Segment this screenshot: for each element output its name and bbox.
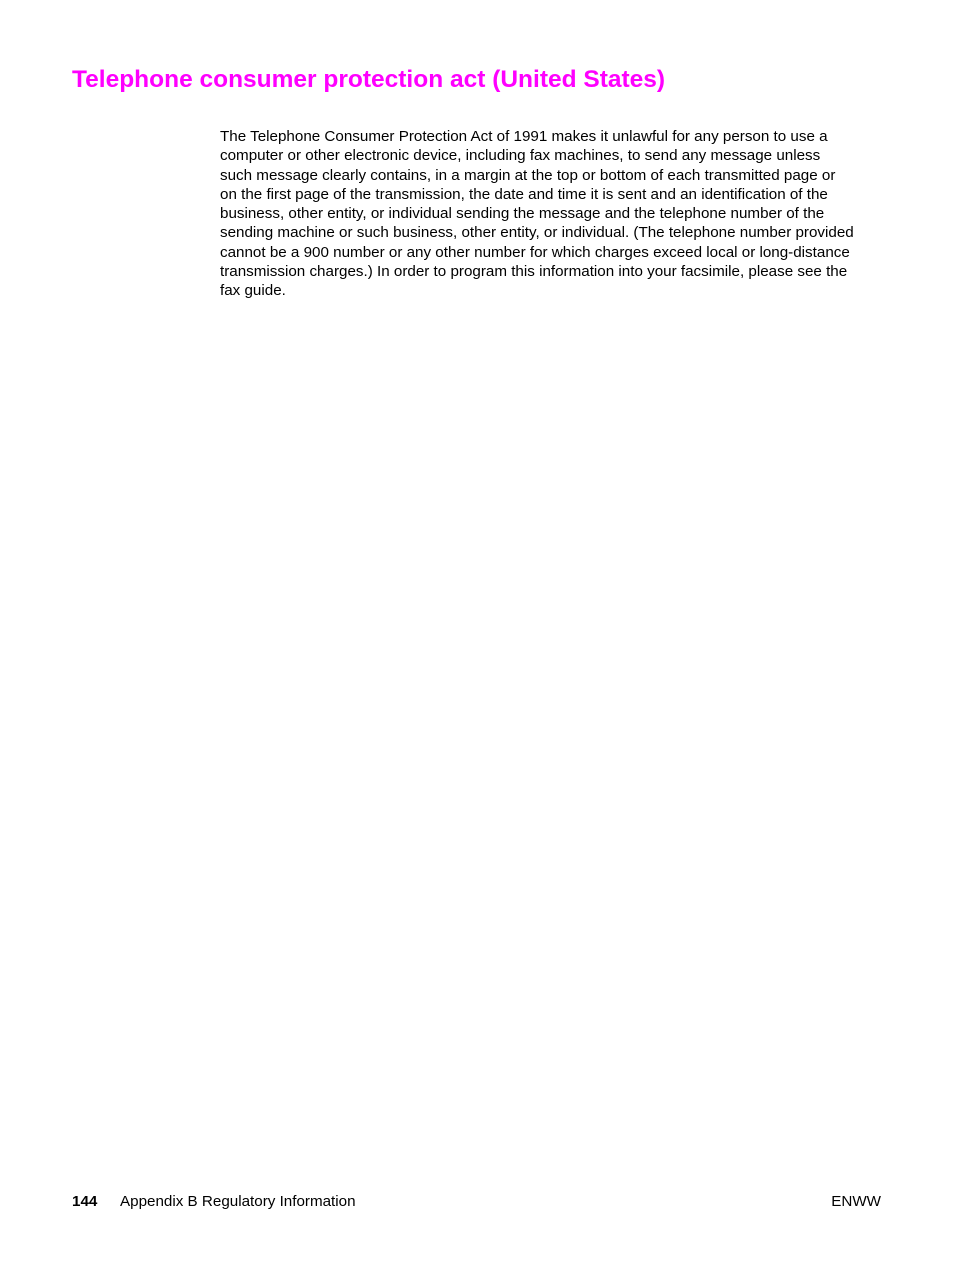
- paragraph-line: on the first page of the transmission, the date and time it is sent and an identification of the: [220, 185, 828, 203]
- paragraph-line: transmission charges.) In order to program this information into your facsimile, please see the: [220, 262, 848, 280]
- paragraph-line: sending machine or such business, other entity, or individual. (The telephone number provided: [220, 224, 854, 242]
- paragraph-line: such message clearly contains, in a margin at the top or bottom of each transmitted page or: [220, 166, 836, 184]
- footer-chapter-title: Appendix B Regulatory Information: [120, 1193, 356, 1210]
- paragraph-line: computer or other electronic device, including fax machines, to send any message unless: [220, 147, 821, 165]
- paragraph-line: cannot be a 900 number or any other number for which charges exceed local or long-distance: [220, 243, 850, 261]
- body-paragraph: [220, 127, 886, 300]
- paragraph-line: fax guide.: [220, 282, 286, 299]
- footer-page-number: 144: [72, 1193, 98, 1210]
- page-title: Telephone consumer protection act (United States): [72, 66, 666, 93]
- paragraph-line: The Telephone Consumer Protection Act of 1991 makes it unlawful for any person to use a: [220, 128, 828, 145]
- paragraph-line: business, other entity, or individual sending the message and the telephone number of the: [220, 205, 825, 222]
- footer-locale: ENWW: [831, 1193, 881, 1210]
